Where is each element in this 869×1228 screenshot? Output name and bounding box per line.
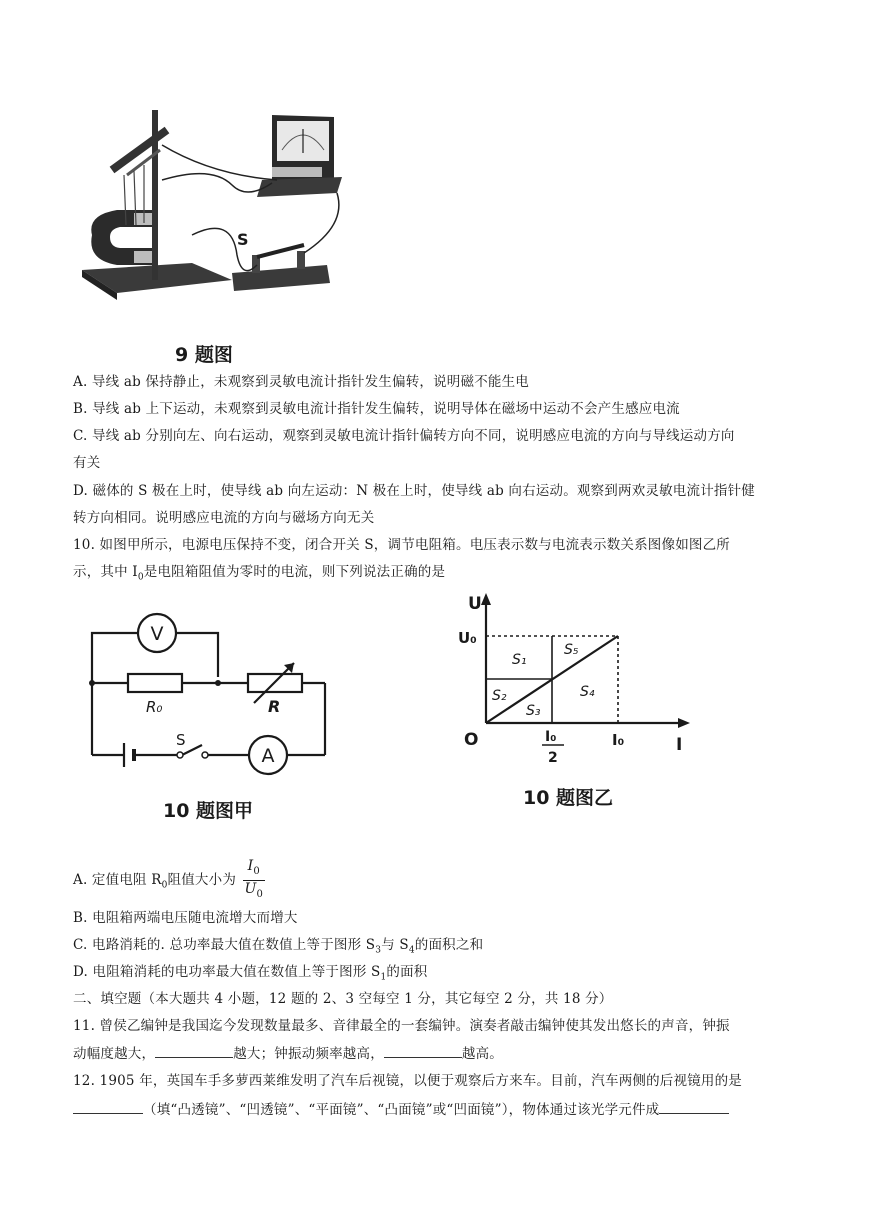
q9-option-d: D. 磁体的 S 极在上时，使导线 ab 向左运动：N 极在上时，使导线 ab 向右运动。观察到两欢灵敏电流计指针健 — [73, 483, 756, 499]
voltmeter-label: V — [150, 623, 164, 645]
graph-caption: 10 题图乙 — [522, 787, 614, 809]
q9-option-a: A. 导线 ab 保持静止，未观察到灵敏电流计指针发生偏转，说明磁不能生电 — [73, 374, 530, 390]
graph-origin-label: O — [464, 730, 479, 750]
q9-figure-caption: 9 题图 — [175, 344, 233, 366]
ammeter-label: A — [261, 745, 275, 767]
q11-blank-1[interactable] — [155, 1043, 233, 1058]
q10-option-c: C. 电路消耗的. 总功率最大值在数值上等于图形 $S_3$与 $S_4$的面积之和 — [73, 937, 484, 956]
q10-graph-figure — [448, 588, 698, 816]
q12-line2: （填“凸透镜”、“凹透镜”、“平面镜”、“凸面镜”或“凹面镜”），物体通过该光学元件成 — [73, 1099, 729, 1120]
switch-label: S — [237, 230, 249, 249]
q9-apparatus-figure — [72, 105, 362, 310]
region-s4: S₄ — [580, 684, 595, 700]
u-i-graph — [448, 588, 698, 816]
graph-half-numerator: I₀ — [545, 729, 557, 745]
graph-y-label: U — [468, 594, 482, 614]
graph-x-label: I — [676, 735, 683, 755]
region-s5: S₅ — [564, 642, 579, 658]
region-s1: S₁ — [512, 652, 527, 668]
optA-fraction: $\frac{I_0}{U_0}$ — [244, 858, 264, 900]
r0-label: R₀ — [146, 698, 163, 716]
graph-half-denominator: 2 — [548, 750, 558, 766]
circuit-diagram — [78, 605, 338, 830]
q10-option-b: B. 电阻箱两端电压随电流增大而增大 — [73, 910, 298, 926]
q10-circuit-figure — [78, 605, 338, 830]
switch-s-label: S — [176, 731, 186, 749]
graph-u0-label: U₀ — [458, 629, 477, 647]
section-2-heading: 二、填空题（本大题共 4 小题，12 题的 2、3 空每空 1 分，其它每空 2 分，共 18 分） — [73, 991, 613, 1007]
circuit-caption: 10 题图甲 — [162, 800, 254, 822]
graph-i0-label: I₀ — [612, 731, 625, 749]
q12-line1: 12. 1905 年，英国车手多萝西莱维发明了汽车后视镜，以便于观察后方来车。目前，汽车两侧的后视镜用的是 — [73, 1073, 743, 1089]
apparatus-drawing — [72, 105, 362, 310]
q11-line1: 11. 曾侯乙编钟是我国迄今发现数量最多、音律最全的一套编钟。演奏者敲击编钟使其发出悠长的声音，钟振 — [73, 1018, 730, 1034]
region-s2: S₂ — [492, 688, 507, 704]
q11-line2: 动幅度越大， 越大；钟振动频率越高， 越高。 — [73, 1043, 503, 1064]
q10-option-a: A. 定值电阻 $R_0$阻值大小为 $\frac{I_0}{U_0}$ — [73, 858, 265, 905]
r-label: R — [268, 697, 281, 716]
q10-stem-line2: 示，其中 $I_0$是电阻箱阻值为零时的电流，则下列说法正确的是 — [73, 564, 446, 583]
region-s3: S₃ — [526, 703, 541, 719]
q10-option-d: D. 电阻箱消耗的电功率最大值在数值上等于图形 $S_1$的面积 — [73, 964, 428, 983]
q9-option-c-cont: 有关 — [73, 455, 101, 471]
q9-option-d-cont: 转方向相同。说明感应电流的方向与磁场方向无关 — [73, 510, 375, 526]
q12-blank-1[interactable] — [73, 1099, 143, 1114]
q9-option-c: C. 导线 ab 分别向左、向右运动，观察到灵敏电流计指针偏转方向不同，说明感应电流的方向与导线运动方向 — [73, 428, 735, 444]
q11-blank-2[interactable] — [384, 1043, 462, 1058]
q10-stem-line1: 10. 如图甲所示，电源电压保持不变，闭合开关 S，调节电阻箱。电压表示数与电流表示数关系图像如图乙所 — [73, 537, 730, 553]
q9-option-b: B. 导线 ab 上下运动，未观察到灵敏电流计指针发生偏转，说明导体在磁场中运动不会产生感应电流 — [73, 401, 680, 417]
q12-blank-2[interactable] — [659, 1099, 729, 1114]
